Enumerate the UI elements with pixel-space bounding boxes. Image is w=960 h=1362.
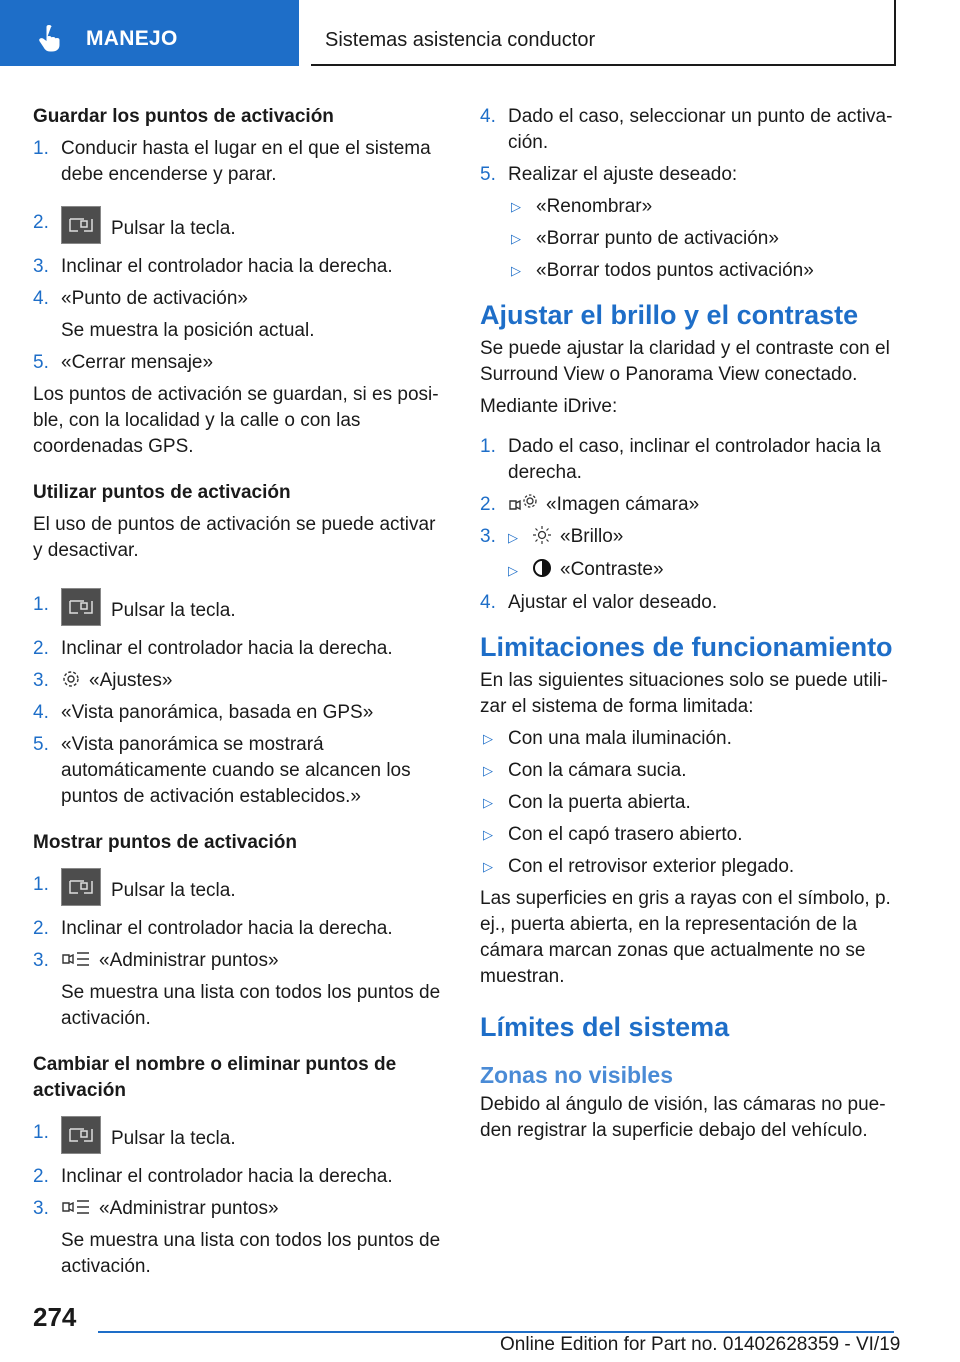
heading-guardar: Guardar los puntos de activación — [33, 106, 334, 127]
page-number: 274 — [33, 1302, 77, 1332]
bullet-item: ▷ Con una mala iluminación. — [483, 728, 732, 749]
camera-key-icon — [61, 206, 101, 244]
camera-settings-icon — [508, 493, 538, 513]
paragraph: Debido al ángulo de visión, las cámaras no pueden registrar la superficie debajo del vehículo. — [480, 1094, 886, 1141]
section-tab — [0, 0, 299, 66]
list-item: 4. Ajustar el valor deseado. — [480, 592, 718, 613]
list-item: Se muestra la posición actual. — [61, 320, 315, 341]
list-item: 2. Pulsar la tecla. — [33, 210, 449, 248]
list-item: 3. Inclinar el controlador hacia la derecha. — [33, 256, 393, 277]
list-item: 5. «Cerrar mensaje» — [33, 352, 214, 373]
paragraph: Las superficies en gris a rayas con el símbolo, p. ej., puerta abierta, en la representación de la cámara marcan zonas que actualmente no se muestran. — [480, 888, 891, 987]
camera-key-icon — [61, 588, 101, 626]
sub-list-item: ▷ «Renombrar» — [511, 196, 653, 217]
bullet-item: ▷ Con la cámara sucia. — [483, 760, 687, 781]
bullet-item: ▷ Con el capó trasero abierto. — [483, 824, 743, 845]
list-item: Se muestra una lista con todos los puntos de activación. — [61, 1230, 441, 1277]
paragraph: Mediante iDrive: — [480, 396, 618, 417]
edition-text: Online Edition for Part no. 01402628359 - VI/19 — [500, 1334, 901, 1355]
list-item: 4. «Vista panorámica, basada en GPS» — [33, 702, 374, 723]
list-item: 1. Pulsar la tecla. — [33, 592, 449, 630]
brightness-icon — [532, 525, 552, 545]
list-item: ▷ «Contraste» — [508, 559, 664, 580]
list-item: 1. Pulsar la tecla. — [33, 872, 449, 910]
camera-key-icon — [61, 1116, 101, 1154]
paragraph: En las siguientes situaciones solo se puede utilizar el sistema de forma limitada: — [480, 670, 888, 717]
heading-zonas: Zonas no visibles — [480, 1062, 673, 1088]
heading-brillo: Ajustar el brillo y el contraste — [480, 300, 859, 330]
heading-utilizar: Utilizar puntos de activación — [33, 482, 291, 503]
list-item: 5. «Vista panorámica se mostrará automáticamente cuando se alcancen los puntos de activación establecidos.» — [33, 734, 411, 807]
right-column — [480, 104, 896, 1144]
left-column — [33, 104, 449, 1280]
camera-key-icon — [61, 868, 101, 906]
hand-icon — [38, 24, 66, 52]
list-item: 4. «Punto de activación» — [33, 288, 248, 309]
list-item: 3. «Administrar puntos» — [33, 950, 279, 971]
list-item: 3. ▷ «Brillo» — [480, 526, 624, 547]
list-item: 2. Inclinar el controlador hacia la derecha. — [33, 1166, 393, 1187]
heading-limites: Límites del sistema — [480, 1012, 730, 1042]
list-points-icon — [61, 1197, 91, 1217]
list-item: 2. Inclinar el controlador hacia la derecha. — [33, 638, 393, 659]
paragraph: Los puntos de activación se guardan, si es posible, con la localidad y la calle o con las coordenadas GPS. — [33, 384, 439, 457]
list-item: 5. Realizar el ajuste deseado: — [480, 164, 738, 185]
contrast-icon — [532, 558, 552, 578]
chapter-title: Sistemas asistencia conductor — [325, 29, 596, 51]
sub-list-item: ▷ «Borrar punto de activación» — [511, 228, 779, 249]
sub-list-item: ▷ «Borrar todos puntos activación» — [511, 260, 814, 281]
footer-divider — [98, 1331, 894, 1333]
gear-icon — [61, 669, 81, 689]
list-points-icon — [61, 949, 91, 969]
list-item: 2. «Imagen cámara» — [480, 494, 700, 515]
heading-cambiar: Cambiar el nombre o eliminar puntos de activación — [33, 1054, 397, 1101]
paragraph: El uso de puntos de activación se puede activar y desactivar. — [33, 514, 436, 561]
list-item: 4. Dado el caso, seleccionar un punto de activación. — [480, 106, 893, 153]
heading-mostrar: Mostrar puntos de activación — [33, 832, 297, 853]
list-item: 3. «Ajustes» — [33, 670, 173, 691]
heading-limitaciones: Limitaciones de funcionamiento — [480, 632, 893, 662]
list-item: 3. «Administrar puntos» — [33, 1198, 279, 1219]
bullet-item: ▷ Con la puerta abierta. — [483, 792, 691, 813]
list-item: Se muestra una lista con todos los puntos de activación. — [61, 982, 441, 1029]
list-item: 1. Conducir hasta el lugar en el que el sistema debe encenderse y parar. — [33, 138, 431, 185]
section-title: MANEJO — [86, 27, 178, 50]
chapter-header — [311, 0, 896, 66]
paragraph: Se puede ajustar la claridad y el contraste con el Surround View o Panorama View conectado. — [480, 338, 890, 385]
list-item: 2. Inclinar el controlador hacia la derecha. — [33, 918, 393, 939]
list-item: 1. Pulsar la tecla. — [33, 1120, 449, 1158]
bullet-item: ▷ Con el retrovisor exterior plegado. — [483, 856, 795, 877]
list-item: 1. Dado el caso, inclinar el controlador hacia la derecha. — [480, 436, 881, 483]
